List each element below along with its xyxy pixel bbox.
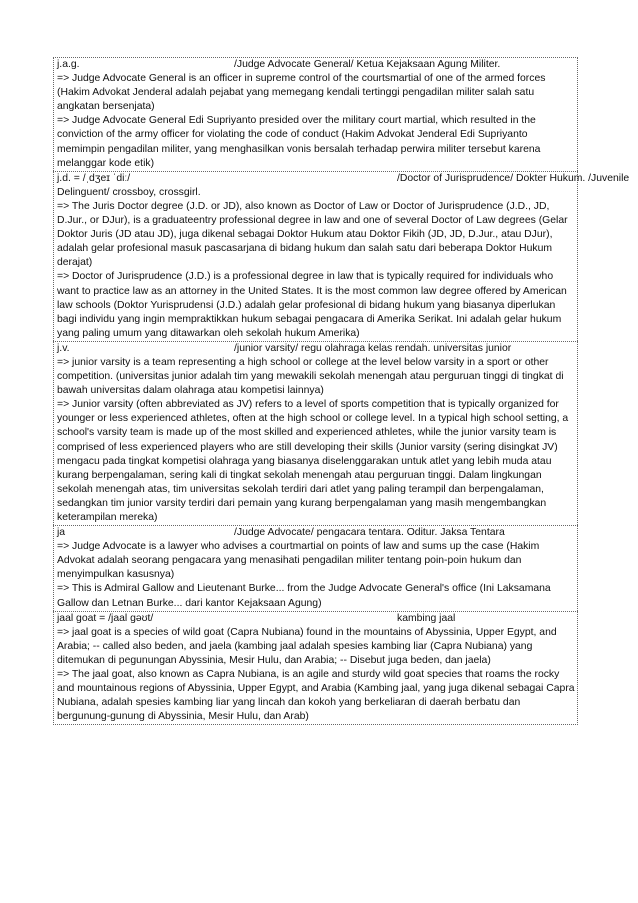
entry-headword-line xyxy=(57,342,575,356)
definition: /Judge Advocate General/ Ketua Kejaksaan Agung Militer. xyxy=(234,59,501,70)
entry-headword-line xyxy=(57,526,575,540)
entry-headword-line xyxy=(57,612,575,626)
example-line: => This is Admiral Gallow and Lieutenant Burke... from the Judge Advocate General's office (Ini Laksamana Gallow dan Letnan Burke... dari kantor Kejaksaan Agung) xyxy=(57,583,551,609)
dictionary-entry-jv xyxy=(53,341,578,525)
dictionary-entry-jd xyxy=(53,171,630,341)
example-line: => jaal goat is a species of wild goat (Capra Nubiana) found in the mountains of Abyssinia, Upper Egypt, and Arabia; -- called also beden, and jaela (kambing jaal adalah spesies kambing liar (Capra Nubiana) yang ditemukan di pegunungan Abyssinia, Mesir Hulu, dan Arabia; -- Disebut juga beden, dan jaela) xyxy=(57,626,557,666)
headword: j.a.g. xyxy=(57,59,80,70)
example-line: => Judge Advocate General Edi Supriyanto presided over the military court martial, which resulted in the conviction of the army officer for violating the code of conduct (Hakim Advokat Jenderal Edi Supriyanto memimpin pengadilan militer, yang menghasilkan vonis bersalah terhadap perwira militer tersebut karena melanggar kode etik) xyxy=(57,115,541,169)
example-line: => The Juris Doctor degree (J.D. or JD), also known as Doctor of Law or Doctor of Jurisprudence (J.D., JD, D.Jur., or DJur), is a graduateentry professional degree in law and one of several Doctor of Law degrees (Gelar Doktor Juris (JD atau JD), juga dikenal sebagai Doktor Hukum atau Doktor Fikih (JD, JD, D.Jur., atau DJur), adalah gelar profesional masuk pascasarjana di bidang hukum dan salah satu dari beberapa Doktor Hukum derajat) xyxy=(57,200,568,269)
definition: /Doctor of Jurisprudence/ Dokter Hukum. /Juvenile xyxy=(397,172,630,184)
headword: j.v. xyxy=(57,342,70,354)
dictionary-entry-jaal-goat xyxy=(53,611,578,726)
example-line: => Junior varsity (often abbreviated as JV) refers to a level of sports competition that is typically organized for younger or less experienced athletes, often at the high school or college level. In a typical high school setting, a school's varsity team is made up of the most skilled and experienced athletes, while the junior varsity team is comprised of less experienced players who are still developing their skills (Junior varsity (sering disingkat JV) mengacu pada tingkat kompetisi olahraga yang biasanya diselenggarakan untuk atlet yang lebih muda atau kurang berpengalaman, sering kali di tingkat sekolah menengah atau perguruan tinggi. Dalam lingkungan sekolah menengah atas, tim universitas sekolah terdiri dari atlet yang paling terampil dan berpengalaman, sedangkan tim junior varsity terdiri dari pemain yang kurang berpengalaman yang masih mengembangkan keterampilan mereka) xyxy=(57,399,569,523)
headword: ja xyxy=(57,527,66,539)
example-line: => The jaal goat, also known as Capra Nubiana, is an agile and sturdy wild goat species that roams the rocky and mountainous regions of Abyssinia, Upper Egypt, and Arabia (Kambing jaal, yang juga dikenal sebagai Capra Nubiana, adalah spesies kambing liar yang lincah dan kokoh yang berkeliaran di daerah berbatu dan bergunung-gunung di Abyssinia, Mesir Hulu, dan Arab) xyxy=(57,669,575,723)
example-line: => Doctor of Jurisprudence (J.D.) is a professional degree in law that is typically required for individuals who want to practice law as an attorney in the United States. It is the most common law degree offered by American law schools (Doktor Yurisprudensi (J.D.) adalah gelar profesional di bidang hukum yang biasanya diperlukan bagi individu yang ingin mempraktikkan hukum sebagai pengacara di Amerika Serikat. Ini adalah gelar hukum yang paling umum yang ditawarkan oleh sekolah hukum Amerika) xyxy=(57,271,567,339)
definition: kambing jaal xyxy=(397,612,456,624)
dictionary-entry-jag xyxy=(53,57,578,171)
entry-headword-line xyxy=(57,58,575,72)
headword: j.d. = /ˌdʒeɪ ˈdiː/ xyxy=(57,172,131,184)
definition: /junior varsity/ regu olahraga kelas rendah. universitas junior xyxy=(234,342,512,354)
example-line: => junior varsity is a team representing a high school or college at the level below varsity in a sport or other competition. (universitas junior adalah tim yang mewakili sekolah menengah atau perguruan tinggi di tingkat di bawah universitas dalam olahraga atau kompetisi lainnya) xyxy=(57,356,564,397)
definition: /Judge Advocate/ pengacara tentara. Oditur. Jaksa Tentara xyxy=(234,527,505,539)
dictionary-page xyxy=(53,57,630,725)
entry-headword-line xyxy=(57,172,630,186)
headword: jaal goat = /jaal gəʊt/ xyxy=(57,612,154,624)
definition-continuation: Delinguent/ crossboy, crossgirl. xyxy=(57,186,201,198)
example-line: => Judge Advocate General is an officer in supreme control of the courtsmartial of one of the armed forces (Hakim Advokat Jenderal adalah pejabat yang memegang kendali tertinggi pengadilan militer salah satu angkatan bersenjata) xyxy=(57,73,546,113)
dictionary-entry-ja xyxy=(53,525,578,611)
example-line: => Judge Advocate is a lawyer who advises a courtmartial on points of law and sums up the case (Hakim Advokat adalah seorang pengacara yang menasihati pengadilan militer tentang poin-poin hukum dan menyimpulkan kasusnya) xyxy=(57,541,540,581)
